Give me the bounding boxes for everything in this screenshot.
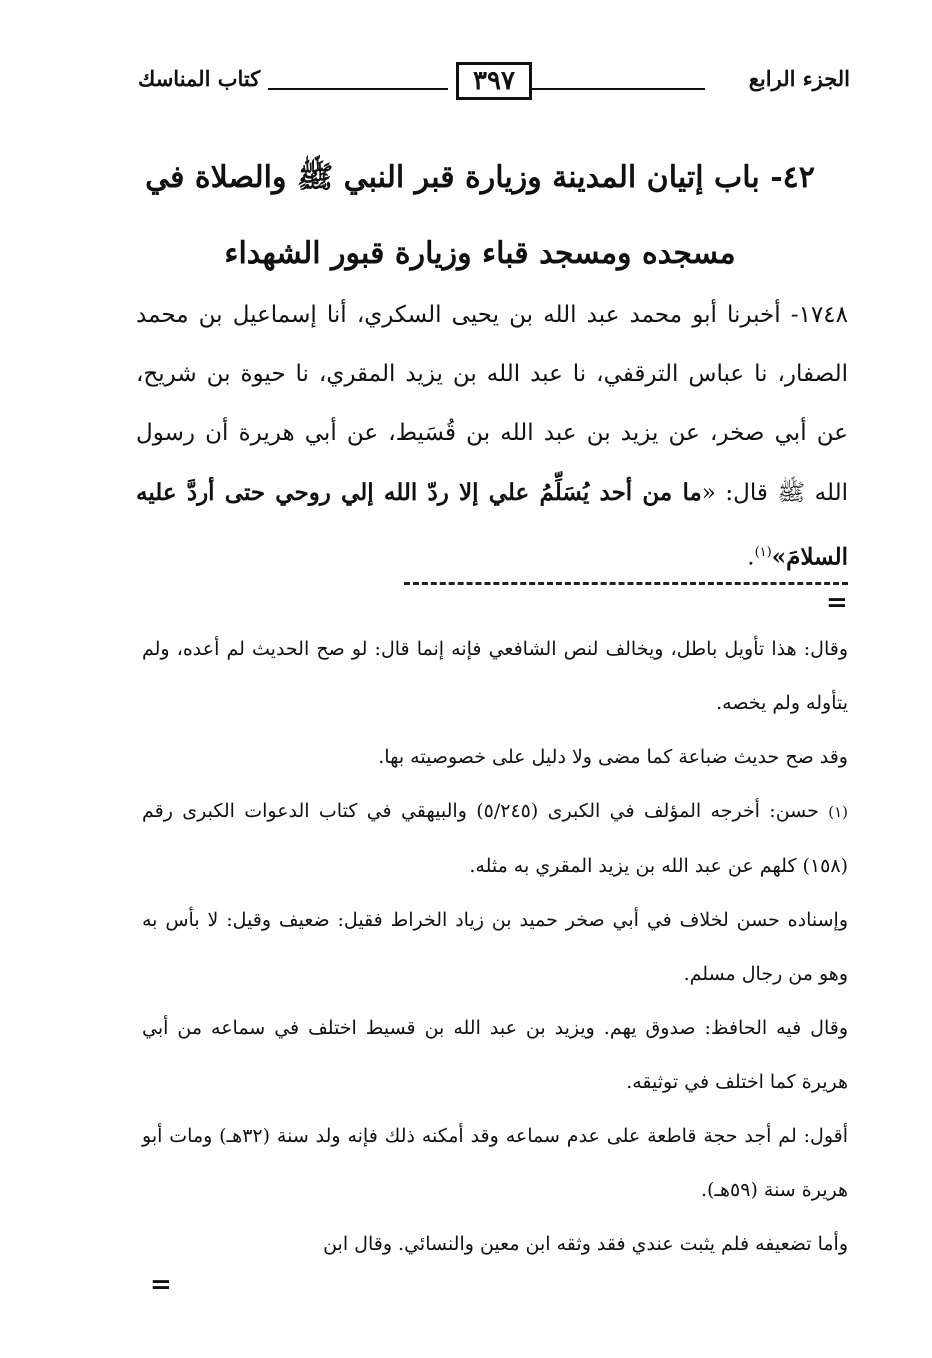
footnote-paragraph: وإسناده حسن لخلاف في أبي صخر حميد بن زياد الخراط فقيل: ضعيف وقيل: لا بأس به وهو من رجال مسلم. bbox=[142, 909, 848, 985]
hadith-quote-close: » bbox=[771, 543, 787, 571]
hadith-paragraph bbox=[136, 286, 848, 588]
footnote-paragraph: وأما تضعيفه فلم يثبت عندي فقد وثقه ابن معين والنسائي. وقال ابن bbox=[323, 1233, 848, 1255]
footnote-text: حسن: أخرجه المؤلف في الكبرى (٥/٢٤٥) والبيهقي في كتاب الدعوات الكبرى رقم (١٥٨) كلهم عن عبد الله بن يزيد المقري به مثله. bbox=[142, 800, 848, 877]
hadith-text bbox=[136, 286, 848, 588]
continuation-mark-top: = bbox=[826, 588, 848, 618]
footnote-paragraph bbox=[142, 784, 848, 893]
footnote-reference: (١) bbox=[754, 545, 772, 560]
running-header bbox=[138, 62, 850, 106]
commentary-paragraph: وقال: هذا تأويل باطل، ويخالف لنص الشافعي فإنه إنما قال: لو صح الحديث لم أعده، ولم يتأوله ولم يخصه. bbox=[142, 638, 848, 714]
hadith-end: . bbox=[747, 544, 755, 571]
footnote-paragraph: وقال فيه الحافظ: صدوق يهم. ويزيد بن عبد الله بن قسيط اختلف في سماعه من أبي هريرة كما اختلف في توثيقه. bbox=[142, 1017, 848, 1093]
notes-section bbox=[142, 622, 848, 1271]
chapter-title: ٤٢- باب إتيان المدينة وزيارة قبر النبي ﷺ والصلاة في مسجده ومسجد قباء وزيارة قبور الشهداء bbox=[145, 160, 815, 271]
text-separator bbox=[404, 582, 848, 585]
header-rule-right bbox=[530, 88, 705, 90]
footnote-paragraph: أقول: لم أجد حجة قاطعة على عدم سماعه وقد أمكنه ذلك فإنه ولد سنة (٣٢هـ) ومات أبو هريرة سنة (٥٩هـ). bbox=[142, 1125, 848, 1201]
continuation-mark-bottom: = bbox=[150, 1270, 172, 1300]
header-rule-left bbox=[268, 88, 448, 90]
book-label: كتاب المناسك bbox=[138, 66, 261, 91]
hadith-matn: ما من أحد يُسَلِّمُ علي إلا ردّ الله إلي روحي حتى أردَّ عليه السلامَ bbox=[136, 479, 848, 571]
footnote-marker: (١) bbox=[828, 803, 848, 821]
page-number: ٣٩٧ bbox=[456, 62, 532, 100]
volume-label: الجزء الرابع bbox=[748, 66, 850, 91]
commentary-paragraph: وقد صح حديث ضباعة كما مضى ولا دليل على خصوصيته بها. bbox=[378, 746, 848, 768]
hadith-isnad: ١٧٤٨- أخبرنا أبو محمد عبد الله بن يحيى السكري، أنا إسماعيل بن محمد الصفار، نا عباس الترقفي، نا عبد الله بن يزيد المقري، نا حيوة بن شريح، عن أبي صخر، عن يزيد بن عبد الله بن قُسَيط، عن أبي هريرة أن رسول الله ﷺ قال: « bbox=[136, 302, 848, 506]
